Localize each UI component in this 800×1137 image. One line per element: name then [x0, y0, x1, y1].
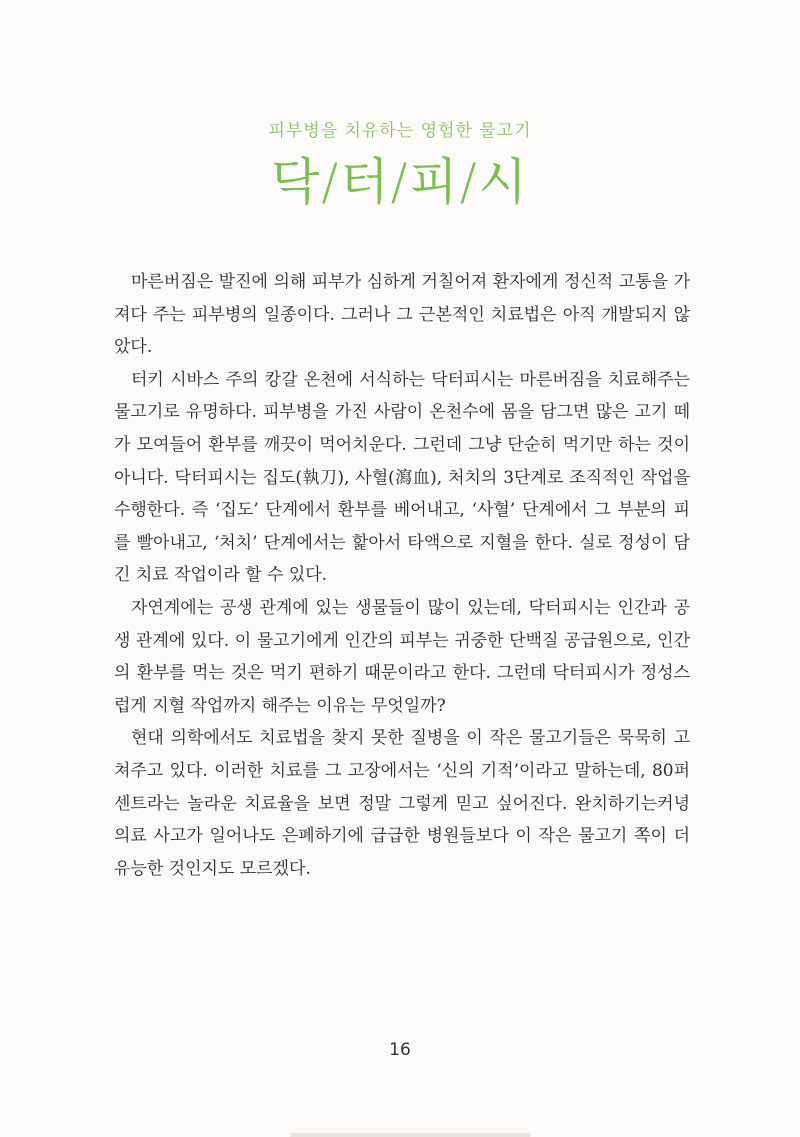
paragraph: 자연계에는 공생 관계에 있는 생물들이 많이 있는데, 닥터피시는 인간과 공생 관계에 있다. 이 물고기에게 인간의 피부는 귀중한 단백질 공급원으로, 인간의 환부를 먹는 것은 먹기 편하기 때문이라고 한다. 그런데 닥터피시가 정성스럽게 지혈 작업까지 해주는 이유는 무엇일까? [114, 597, 690, 716]
chapter-subtitle: 피부병을 치유하는 영험한 물고기 [268, 121, 532, 141]
page-number: 16 [389, 1040, 411, 1060]
paragraph: 터키 시바스 주의 캉갈 온천에 서식하는 닥터피시는 마른버짐을 치료해주는 물고기로 유명하다. 피부병을 가진 사람이 온천수에 몸을 담그면 많은 고기 떼가 모여들어 환부를 깨끗이 먹어치운다. 그런데 그냥 단순히 먹기만 하는 것이 아니다. 닥터피시는 집도(執刀), 사혈(瀉血), 처치의 3단계로 조직적인 작업을 수행한다. 즉 ‘집도’ 단계에서 환부를 베어내고, ‘사혈’ 단계에서 그 부분의 피를 빨아내고, ‘처치’ 단계에서는 핥아서 타액으로 지혈을 한다. 실로 정성이 담긴 치료 작업이라 할 수 있다. [114, 369, 690, 586]
page-edge-divider [290, 1133, 530, 1137]
paragraph: 현대 의학에서도 치료법을 찾지 못한 질병을 이 작은 물고기들은 묵묵히 고쳐주고 있다. 이러한 치료를 그 고장에서는 ‘신의 기적’이라고 말하는데, 80퍼센트라는 놀라운 치료율을 보면 정말 그렇게 믿고 싶어진다. 완치하기는커녕 의료 사고가 일어나도 은폐하기에 급급한 병원들보다 이 작은 물고기 쪽이 더 유능한 것인지도 모르겠다. [114, 728, 690, 879]
paragraph: 마른버짐은 발진에 의해 피부가 심하게 거칠어져 환자에게 정신적 고통을 가져다 주는 피부병의 일종이다. 그러나 그 근본적인 치료법은 아직 개발되지 않았다. [114, 272, 690, 358]
chapter-title: 닥/터/피/시 [271, 153, 529, 211]
body-text [114, 266, 690, 885]
